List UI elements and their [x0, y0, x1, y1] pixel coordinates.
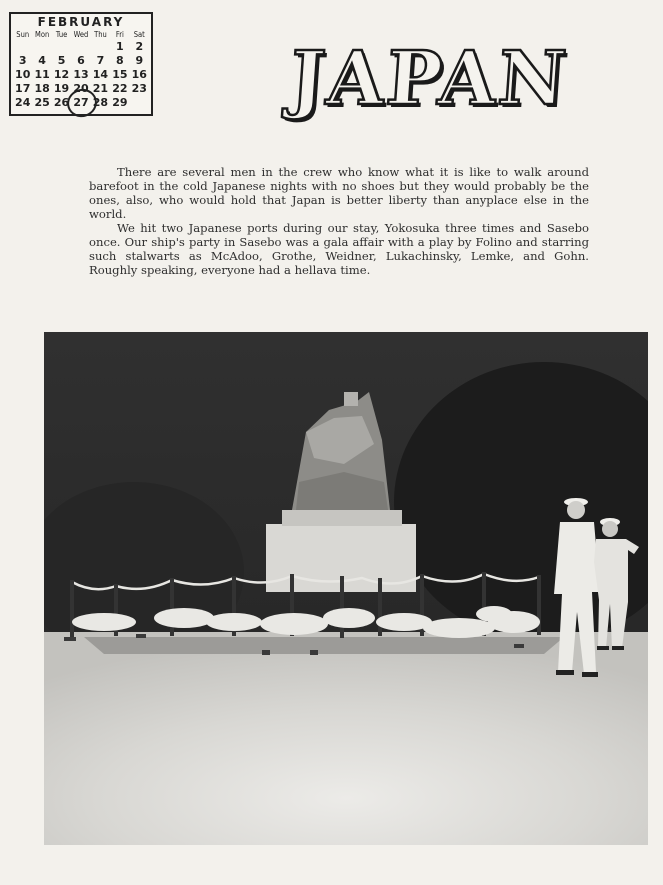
calendar-date: 23	[131, 82, 147, 95]
calendar-date: 24	[15, 96, 31, 109]
calendar-date: 6	[77, 54, 85, 67]
calendar-blank	[130, 96, 149, 109]
night-photo-sailors-at-monument	[44, 332, 648, 845]
page-title: JAPAN	[286, 36, 571, 122]
calendar-date: 10	[15, 68, 31, 81]
calendar-blank	[91, 40, 110, 53]
calendar-date: 15	[112, 68, 128, 81]
calendar-date: 29	[112, 96, 128, 109]
day-header: Thu	[94, 30, 107, 39]
calendar-date: 2	[135, 40, 144, 53]
calendar-date: 19	[53, 82, 70, 95]
calendar-date: 21	[92, 82, 109, 95]
calendar-blank	[52, 40, 71, 53]
calendar-dates	[11, 40, 151, 109]
calendar-date: 5	[57, 54, 66, 67]
calendar-date: 13	[73, 68, 89, 81]
calendar-date: 4	[38, 54, 46, 67]
paragraph: We hit two Japanese ports during our stay, Yokosuka three times and Sasebo once. Our ship's party in Sasebo was a gala affair with a play by Folino and starring such stalwarts as McAdoo, Grothe, Weidner, Lukachinsky, Lemke, and Gohn. Roughly speaking, everyone had a hellava time.	[89, 221, 589, 277]
calendar-date: 8	[116, 54, 124, 67]
day-header: Tue	[55, 30, 68, 39]
calendar-date: 11	[34, 68, 50, 81]
day-header: Mon	[35, 30, 50, 39]
calendar-date: 28	[92, 96, 109, 109]
calendar-date: 27	[71, 96, 90, 109]
calendar-date: 25	[34, 96, 50, 109]
calendar-date: 17	[15, 82, 31, 95]
calendar-date: 20	[73, 82, 89, 95]
calendar-date: 16	[131, 68, 147, 81]
monument-step	[282, 510, 402, 526]
ground	[44, 632, 648, 845]
monument-base	[84, 637, 564, 654]
calendar-date: 7	[96, 54, 105, 67]
calendar-date: 9	[135, 54, 144, 67]
february-calendar	[9, 12, 153, 116]
day-header: Wed	[73, 30, 89, 39]
day-header: Sun	[16, 30, 30, 39]
calendar-day-headers	[11, 30, 151, 39]
calendar-date: 12	[53, 68, 70, 81]
day-header: Sat	[133, 30, 145, 39]
calendar-date: 1	[116, 40, 124, 53]
calendar-blank	[71, 40, 90, 53]
day-header: Fri	[115, 30, 124, 39]
calendar-month: FEBRUARY	[37, 15, 125, 29]
calendar-date: 3	[18, 54, 27, 67]
article-body	[89, 165, 589, 277]
paragraph: There are several men in the crew who know what it is like to walk around barefoot in the cold Japanese nights with no shoes but they would probably be the ones, also, who would hold that Japan is better liberty than anyplace else in the world.	[89, 165, 589, 221]
calendar-blank	[13, 40, 32, 53]
calendar-date: 18	[34, 82, 50, 95]
calendar-date: 26	[53, 96, 70, 109]
calendar-date: 22	[112, 82, 128, 95]
calendar-date: 14	[92, 68, 109, 81]
calendar-blank	[32, 40, 51, 53]
